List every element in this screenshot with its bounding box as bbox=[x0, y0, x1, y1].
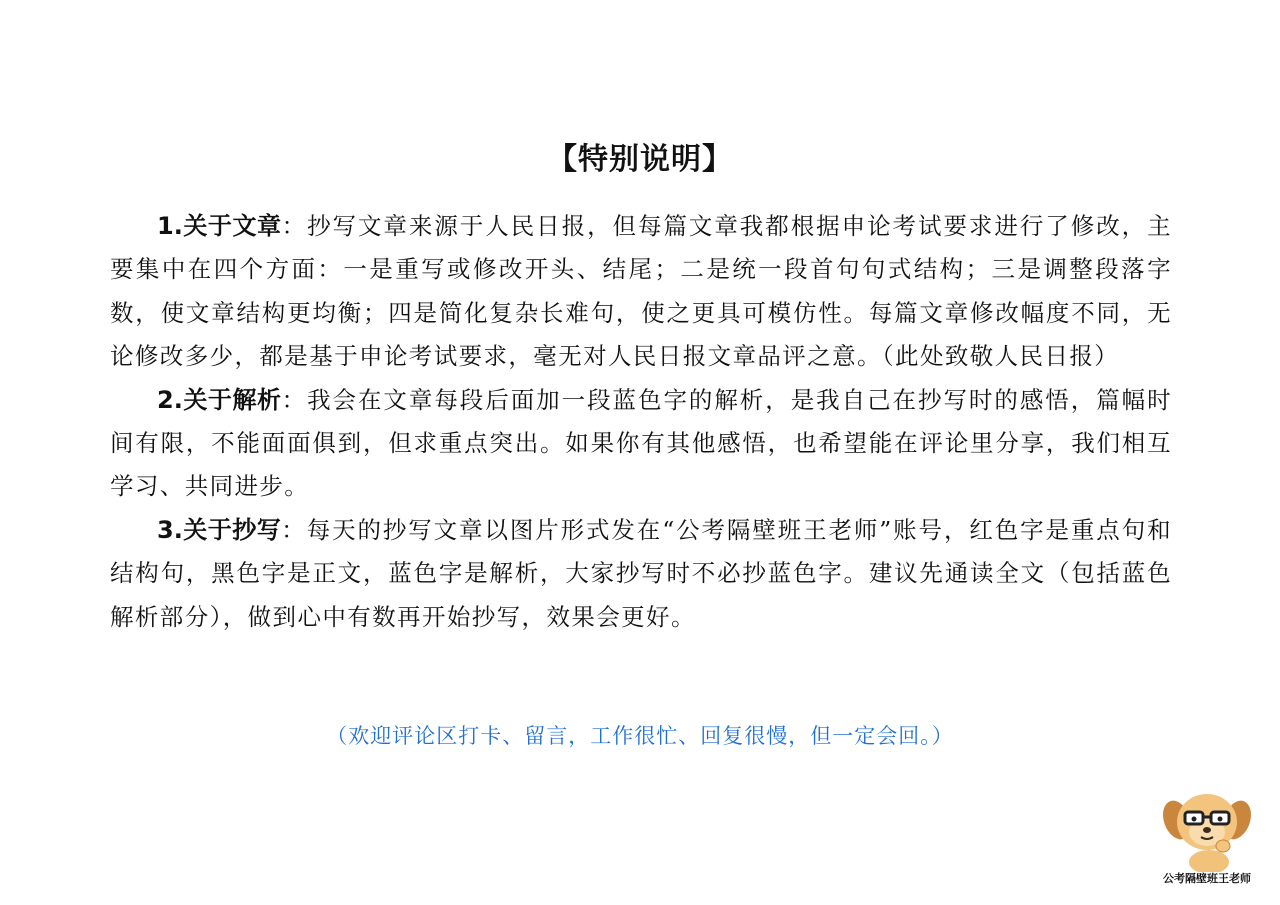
logo-text: 公考隔壁班王老师 bbox=[1163, 872, 1251, 885]
section-text: ：我会在文章每段后面加一段蓝色字的解析，是我自己在抄写时的感悟，篇幅时间有限，不能面面俱到，但求重点突出。如果你有其他感悟，也希望能在评论里分享，我们相互学习、共同进步。 bbox=[110, 385, 1173, 501]
notes-body bbox=[110, 205, 1172, 639]
section-text: ：抄写文章来源于人民日报，但每篇文章我都根据申论考试要求进行了修改，主要集中在四个方面：一是重写或修改开头、结尾；二是统一段首句句式结构；三是调整段落字数，使文章结构更均衡；四是简化复杂长难句，使之更具可模仿性。每篇文章修改幅度不同，无论修改多少，都是基于申论考试要求，毫无对人民日报文章品评之意。（此处致敬人民日报） bbox=[110, 212, 1173, 371]
author-logo bbox=[1148, 782, 1266, 892]
section-copying bbox=[110, 509, 1172, 639]
cartoon-dog-glasses-icon bbox=[1161, 782, 1253, 872]
section-label: 3.关于抄写 bbox=[157, 515, 282, 544]
section-text: ：每天的抄写文章以图片形式发在“公考隔壁班王老师”账号，红色字是重点句和结构句，黑色字是正文，蓝色字是解析，大家抄写时不必抄蓝色字。建议先通读全文（包括蓝色解析部分），做到心中有数再开始抄写，效果会更好。 bbox=[110, 515, 1172, 631]
section-label: 2.关于解析 bbox=[157, 385, 282, 414]
section-article bbox=[110, 205, 1172, 379]
section-label: 1.关于文章 bbox=[157, 212, 282, 240]
page-title: 【特别说明】 bbox=[547, 142, 733, 177]
section-analysis bbox=[110, 379, 1172, 509]
closing-note: （欢迎评论区打卡、留言，工作很忙、回复很慢，但一定会回。） bbox=[326, 724, 954, 748]
